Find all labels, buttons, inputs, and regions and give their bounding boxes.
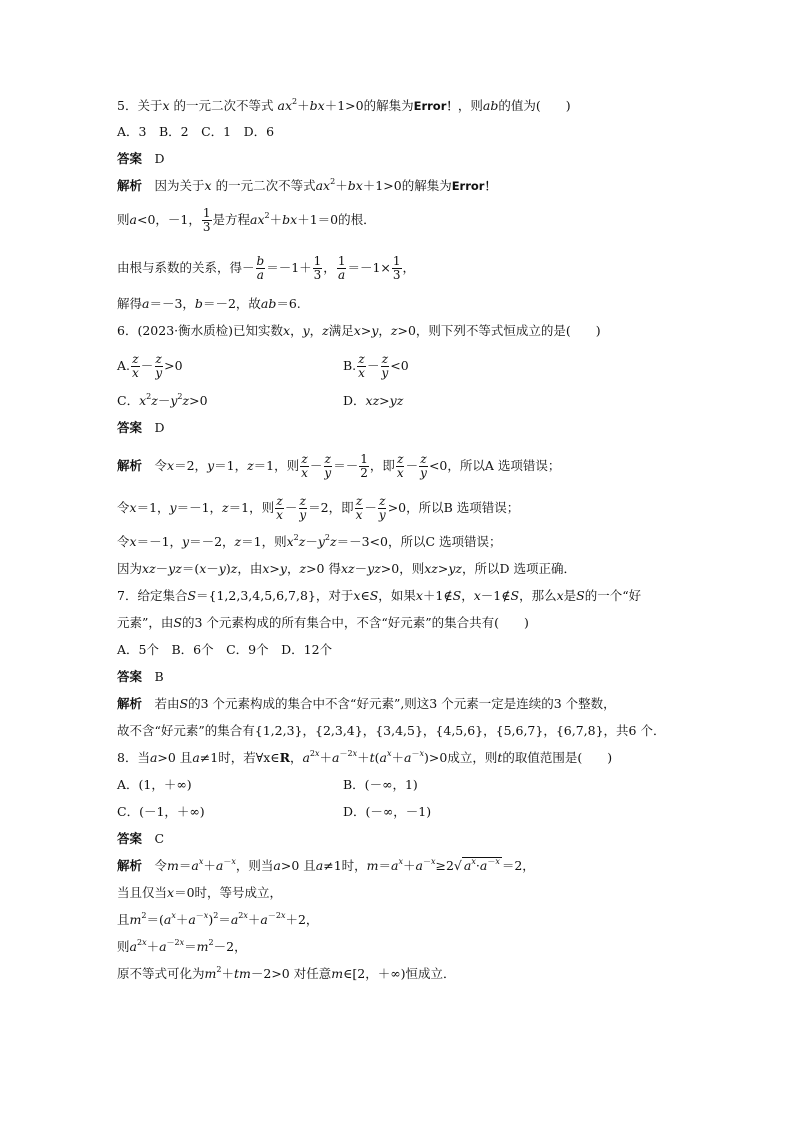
q6-option-c: C．$x^2z-y^2z>0$ <box>117 392 208 408</box>
error-text: Error！ <box>413 99 458 113</box>
q8-option-b: B．(－∞，1) <box>343 777 418 792</box>
q6-analysis-line4: 因为xz－yz＝(x－y)z，由x>y，z>0 得xz－yz>0，则xz>yz，所以D 选项正确． <box>117 561 577 576</box>
q8-analysis-line3: 且$m^2=(a^x+a^{-x})^2=a^{2x}+a^{-2x}+2$， <box>117 911 319 927</box>
q5-answer: 答案 D <box>117 151 165 166</box>
q8-analysis-line2: 当且仅当x＝0时，等号成立， <box>117 885 283 900</box>
q8-option-c: C．(－1，＋∞) <box>117 804 205 819</box>
q5-stem: 5．关于x 的一元二次不等式 $ax^2+bx+1>0$的解集为Error！，则ab的值为( ) <box>117 97 571 113</box>
q5-analysis-line1: 解析 因为关于x 的一元二次不等式$ax^2+bx+1>0$的解集为Error！ <box>117 177 496 193</box>
q6-option-d: D．xz>yz <box>343 393 404 408</box>
q6-answer: 答案 D <box>117 420 165 435</box>
q5-analysis-line2: 则a<0，－1， $\frac{1}{3}$ 是方程$ax^2+bx+1=0$的根． <box>117 206 376 234</box>
q7-analysis-line1: 解析 若由S的3 个元素构成的集合中不含“好元素”,则这3 个元素一定是连续的3 个整数， <box>117 696 616 711</box>
q7-stem-line1: 7．给定集合S＝{1,2,3,4,5,6,7,8}，对于x∈S，如果x＋1∉S，x－1∉S，那么x是S的一个“好 <box>117 588 642 603</box>
q8-analysis-line4: 则$a^{2x}+a^{-2x}=m^2-2$， <box>117 938 247 954</box>
q6-stem: 6．(2023·衡水质检)已知实数x，y，z满足x>y，z>0，则下列不等式恒成立的是( ) <box>117 323 601 338</box>
q8-analysis-line1: 解析 令$m=a^x+a^{-x}$，则当a>0 且a≠1时，$m=a^x+a^{-x}\ge 2√$ $a^x\cdot a^{-x} =2$， <box>117 857 535 873</box>
q7-stem-line2: 元素”，由S的3 个元素构成的所有集合中，不含“好元素”的集合共有( ) <box>117 615 529 630</box>
q6-option-a: A. $\frac{z}{x}$ － $\frac{z}{y}$ >0 <box>117 352 183 380</box>
q5-analysis-line3: 由根与系数的关系，得－ $\frac{b}{a}$ ＝－1＋ $\frac{1}{3}$ ， $\frac{1}{a}$ ＝－1× $\frac{1}{3}$ ， <box>117 254 416 282</box>
q8-option-a: A．(1，＋∞) <box>117 777 192 792</box>
q8-stem: 8．当a>0 且a≠1时，若∀x∈R，$a^{2x}+a^{-2x}+t(a^x+a^{-x})>0$成立，则t的取值范围是( ) <box>117 749 613 765</box>
q5-analysis-line4: 解得a＝－3，b＝－2，故ab＝6. <box>117 296 301 311</box>
q7-analysis-line2: 故不含“好元素”的集合有{1,2,3}，{2,3,4}，{3,4,5}，{4,5,6}，{5,6,7}，{6,7,8}，共6 个． <box>117 723 666 738</box>
q6-option-b: B. $\frac{z}{x}$ － $\frac{z}{y}$ <0 <box>343 352 409 380</box>
q8-option-d: D．(－∞，－1) <box>343 804 432 819</box>
q8-analysis-line5: 原不等式可化为$m^2+tm-2>0$ 对任意m∈[2，＋∞)恒成立． <box>117 965 456 981</box>
q6-analysis-line1: 解析 令x＝2，y＝1，z＝1，则 $\frac{z}{x}$ － $\frac{z}{y}$ ＝－ $\frac{1}{2}$ ，即 $\frac{z}{x}$ － $\frac{z}{y}$ <0，所以A 选项错误； <box>117 452 561 480</box>
q7-answer: 答案 B <box>117 669 164 684</box>
q8-answer: 答案 C <box>117 831 165 846</box>
q7-options: A．5个 B．6个 C．9个 D．12个 <box>117 642 333 657</box>
q6-analysis-line2: 令x＝1，y＝－1，z＝1，则 $\frac{z}{x}$ － $\frac{z}{y}$ ＝2，即 $\frac{z}{x}$ － $\frac{z}{y}$ >0，所以B 选项错误； <box>117 494 520 522</box>
q6-analysis-line3: 令x＝－1，y＝－2，z＝1，则$x^2z-y^2z=-3<0$，所以C 选项错误； <box>117 533 502 549</box>
q5-options: A．3 B．2 C．1 D．6 <box>117 124 275 139</box>
